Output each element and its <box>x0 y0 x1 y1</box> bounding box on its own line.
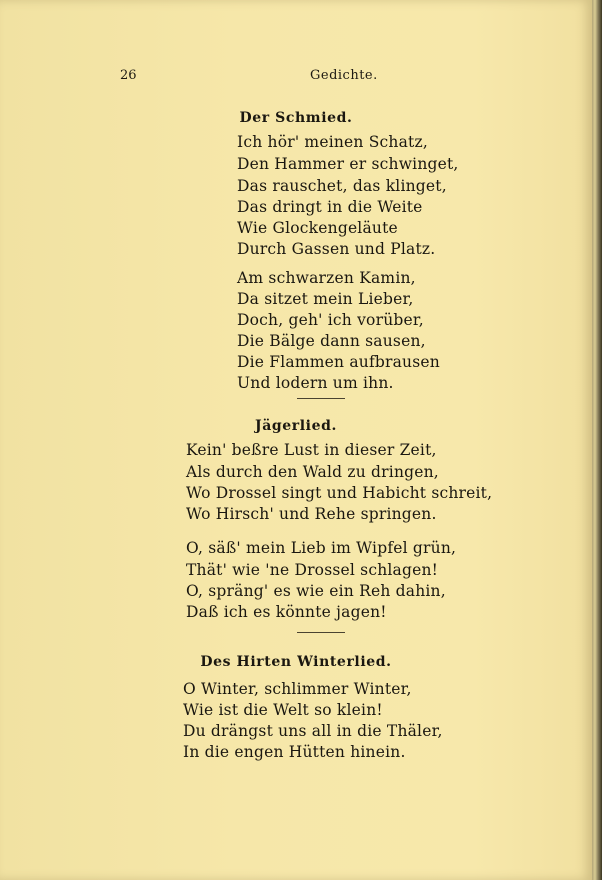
poem-title: Der Schmied. <box>239 110 353 126</box>
verse-line: Ich hör' meinen Schatz, <box>237 133 428 151</box>
verse-line: Das rauschet, das klinget, <box>237 177 447 195</box>
verse-line: Und lodern um ihn. <box>237 374 394 392</box>
verse-line: Da sitzet mein Lieber, <box>237 290 414 308</box>
verse-line: Wie ist die Welt so klein! <box>183 701 383 719</box>
verse-line: Wo Drossel singt und Habicht schreit, <box>186 484 493 502</box>
verse-line: Du drängst uns all in die Thäler, <box>183 722 443 740</box>
verse-line: Daß ich es könnte jagen! <box>186 603 387 621</box>
page-edge <box>592 0 602 880</box>
verse-line: Am schwarzen Kamin, <box>237 269 416 287</box>
verse-line: Wo Hirsch' und Rehe springen. <box>186 505 437 523</box>
verse-line: Durch Gassen und Platz. <box>237 240 436 258</box>
verse-line: In die engen Hütten hinein. <box>183 743 406 761</box>
verse-line: Kein' beßre Lust in dieser Zeit, <box>186 441 437 459</box>
verse-line: Die Flammen aufbrausen <box>237 353 440 371</box>
running-title: Gedichte. <box>310 68 378 83</box>
verse-line: O, spräng' es wie ein Reh dahin, <box>186 582 446 600</box>
page-number: 26 <box>120 68 137 83</box>
verse-line: O, säß' mein Lieb im Wipfel grün, <box>186 539 457 557</box>
verse-line: Wie Glockengeläute <box>237 219 398 237</box>
verse-line: Doch, geh' ich vorüber, <box>237 311 424 329</box>
verse-line: Den Hammer er schwinget, <box>237 155 459 173</box>
verse-line: Als durch den Wald zu dringen, <box>186 463 439 481</box>
section-divider <box>297 398 345 399</box>
verse-line: Thät' wie 'ne Drossel schlagen! <box>186 561 439 579</box>
verse-line: Die Bälge dann sausen, <box>237 332 426 350</box>
poem-title: Jägerlied. <box>255 418 337 434</box>
verse-line: O Winter, schlimmer Winter, <box>183 680 412 698</box>
poem-title: Des Hirten Winterlied. <box>200 654 392 670</box>
section-divider <box>297 632 345 633</box>
verse-line: Das dringt in die Weite <box>237 198 423 216</box>
page-header <box>120 68 540 86</box>
